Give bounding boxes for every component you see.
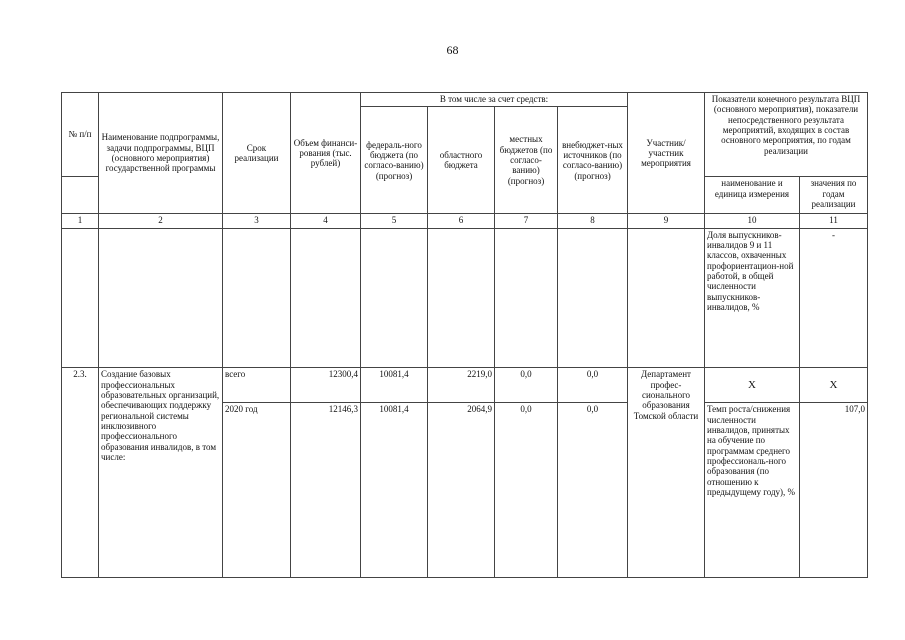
- header-indicator-values: значения по годам реализации: [800, 177, 868, 214]
- header-name: Наименование подпрограммы, задачи подпрограммы, ВЦП (основного мероприятия) государственной программы: [99, 93, 223, 214]
- column-number: 10: [705, 214, 800, 228]
- item-total: 12146,3: [291, 403, 361, 578]
- column-number: 9: [628, 214, 705, 228]
- column-number: 2: [99, 214, 223, 228]
- header-sources-group: В том числе за счет средств:: [361, 93, 628, 107]
- item-federal: 10081,4: [361, 368, 428, 403]
- item-regional: 2219,0: [428, 368, 495, 403]
- header-federal: федераль-ного бюджета (по согласо-ванию) (прогноз): [361, 107, 428, 214]
- indicator-value: 107,0: [800, 403, 868, 578]
- item-name: Создание базовых профессиональных образовательных организаций, обеспечивающих поддержку региональной системы инклюзивного профессионального образования инвалидов, в том числе:: [99, 368, 223, 578]
- indicator-name: Х: [705, 368, 800, 403]
- column-number: 6: [428, 214, 495, 228]
- column-number: 1: [62, 214, 99, 228]
- indicator-name: Темп роста/снижения численности инвалидов, принятых на обучение по программам среднего профессиональ-ного образования (по отношению к предыдущему году), %: [705, 403, 800, 578]
- item-participant: Департамент профес-сионального образования Томской области: [628, 368, 705, 578]
- item-total: 12300,4: [291, 368, 361, 403]
- page-number: 68: [446, 43, 459, 57]
- indicator-value: -: [800, 228, 868, 368]
- table-row: [62, 368, 868, 403]
- header-indicators-group: Показатели конечного результата ВЦП (основного мероприятия), показатели непосредственного результата мероприятий, входящих в состав основного мероприятия, по годам реализации: [705, 93, 868, 177]
- item-extra: 0,0: [558, 403, 628, 578]
- indicator-value: Х: [800, 368, 868, 403]
- column-number: 7: [495, 214, 558, 228]
- table-row: [62, 228, 868, 368]
- column-number: 5: [361, 214, 428, 228]
- header-number: № п/п: [62, 93, 99, 177]
- item-local: 0,0: [495, 368, 558, 403]
- item-local: 0,0: [495, 403, 558, 578]
- header-indicator-name: наименование и единица измерения: [705, 177, 800, 214]
- column-number: 8: [558, 214, 628, 228]
- indicator-name: Доля выпускников-инвалидов 9 и 11 классов, охваченных профориентацион-ной работой, в общей численности выпускников-инвалидов, %: [705, 228, 800, 368]
- column-number: 4: [291, 214, 361, 228]
- header-period: Срок реализации: [223, 93, 291, 214]
- column-number: 3: [223, 214, 291, 228]
- header-local: местных бюджетов (по согласо-ванию) (прогноз): [495, 107, 558, 214]
- item-number: 2.3.: [62, 368, 99, 578]
- program-table: [61, 92, 868, 578]
- item-federal: 10081,4: [361, 403, 428, 578]
- header-extrabudget: внебюджет-ных источников (по согласо-ванию) (прогноз): [558, 107, 628, 214]
- item-extra: 0,0: [558, 368, 628, 403]
- item-regional: 2064,9: [428, 403, 495, 578]
- item-period: 2020 год: [223, 403, 291, 578]
- header-total-financing: Объем финанси-рования (тыс. рублей): [291, 93, 361, 214]
- column-number: 11: [800, 214, 868, 228]
- header-regional: областного бюджета: [428, 107, 495, 214]
- item-period: всего: [223, 368, 291, 403]
- header-participant: Участник/ участник мероприятия: [628, 93, 705, 214]
